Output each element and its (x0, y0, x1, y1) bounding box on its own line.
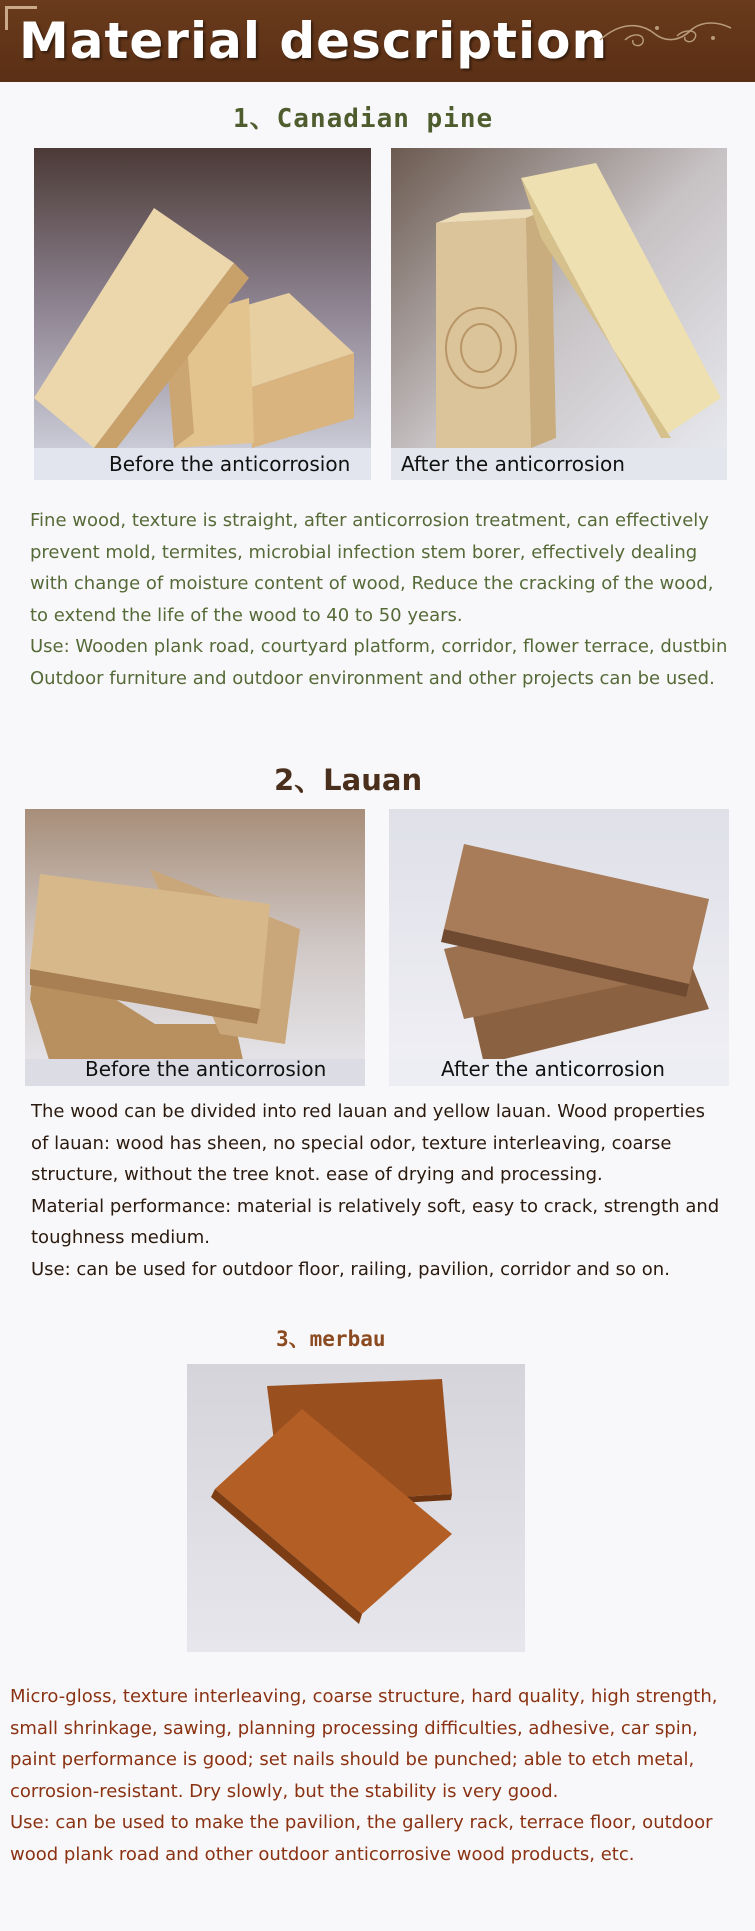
text-line: Use: can be used for outdoor floor, railing, pavilion, corridor and so on. (31, 1258, 670, 1280)
text-line: to extend the life of the wood to 40 to 50 years. (30, 604, 463, 626)
lauan-before-photo (25, 809, 365, 1086)
text-line: with change of moisture content of wood, Reduce the cracking of the wood, (30, 573, 714, 594)
text-line: paint performance is good; set nails should be punched; able to etch metal, (10, 1749, 695, 1770)
text-line: structure, without the tree knot. ease of drying and processing. (31, 1164, 603, 1185)
text-line: Outdoor furniture and outdoor environment and other projects can be used. (30, 667, 715, 689)
header-banner (0, 0, 755, 82)
page-title: Material description (19, 12, 609, 70)
lauan-description (31, 1096, 751, 1285)
pine-before-photo (34, 148, 371, 480)
pine-before-caption: Before the anticorrosion (109, 452, 351, 476)
corner-decoration (5, 6, 8, 30)
merbau-photo (187, 1364, 525, 1652)
pine-description (30, 505, 750, 694)
floral-ornament-icon (595, 16, 735, 52)
text-line: wood plank road and other outdoor anticorrosive wood products, etc. (10, 1843, 635, 1865)
pine-after-caption: After the anticorrosion (401, 452, 625, 476)
lauan-before-caption: Before the anticorrosion (85, 1057, 327, 1081)
text-line: of lauan: wood has sheen, no special odor, texture interleaving, coarse (31, 1132, 672, 1154)
text-line: toughness medium. (31, 1227, 210, 1248)
text-line: small shrinkage, sawing, planning processing difficulties, adhesive, car spin, (10, 1717, 698, 1739)
text-line: The wood can be divided into red lauan and yellow lauan. Wood properties (31, 1101, 705, 1122)
section-title-merbau: 3、merbau (276, 1327, 386, 1351)
text-line: Micro-gloss, texture interleaving, coarse structure, hard quality, high strength, (10, 1686, 718, 1707)
lauan-after-caption: After the anticorrosion (441, 1057, 665, 1081)
merbau-description (10, 1681, 750, 1870)
text-line: Use: can be used to make the pavilion, the gallery rack, terrace floor, outdoor (10, 1812, 713, 1833)
lauan-after-photo (389, 809, 729, 1086)
text-line: Material performance: material is relatively soft, easy to crack, strength and (31, 1195, 720, 1217)
text-line: corrosion-resistant. Dry slowly, but the stability is very good. (10, 1780, 559, 1802)
text-line: prevent mold, termites, microbial infection stem borer, effectively dealing (30, 541, 698, 563)
text-line: Use: Wooden plank road, courtyard platform, corridor, flower terrace, dustbin (30, 636, 728, 657)
section-title-lauan: 2、Lauan (274, 763, 423, 797)
section-title-canadian-pine: 1、Canadian pine (233, 104, 494, 134)
text-line: Fine wood, texture is straight, after anticorrosion treatment, can effectively (30, 510, 709, 531)
corner-decoration (5, 6, 37, 9)
pine-after-photo (391, 148, 727, 480)
